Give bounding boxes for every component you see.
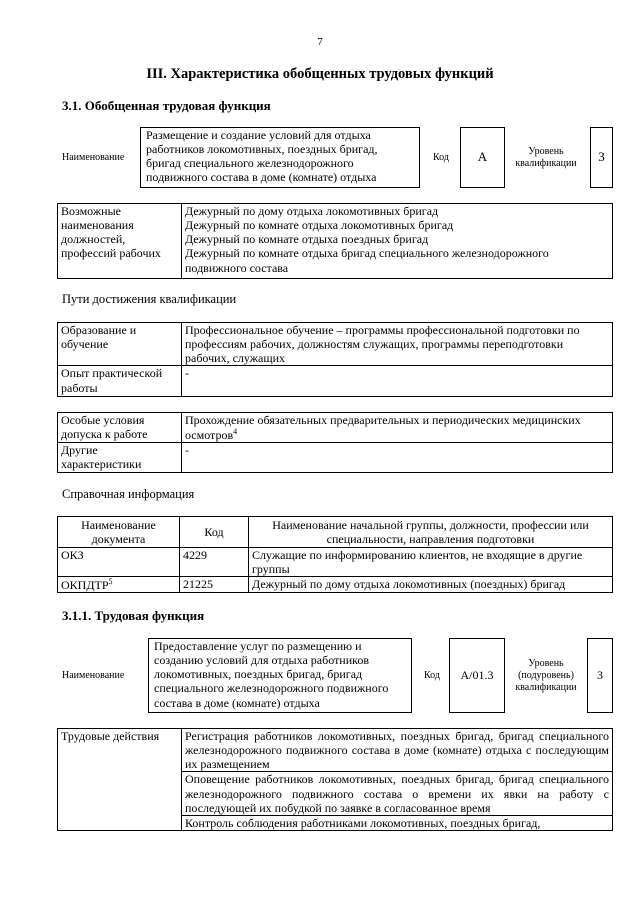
function-311-heading: 3.1.1. Трудовая функция bbox=[62, 608, 205, 623]
special-conditions-label: Особые условия допуска к работе bbox=[58, 413, 182, 443]
footnote-marker: 4 bbox=[233, 427, 238, 437]
reference-doc-cell bbox=[58, 577, 180, 593]
labor-action-item: Оповещение работников локомотивных, поездных бригад, бригад специального железнодорожного подвижного состава о времени их явки на работу с последующей их побудкой по заявке в согласованное время bbox=[182, 772, 612, 815]
reference-col-code: Код bbox=[180, 517, 249, 548]
labor-action-item: Контроль соблюдения работниками локомотивных, поездных бригад, bbox=[185, 815, 541, 830]
table-row bbox=[58, 577, 613, 593]
function-31-name-label: Наименование bbox=[62, 152, 125, 163]
function-31-level-label: Уровень квалификации bbox=[515, 146, 577, 169]
reference-table bbox=[57, 516, 613, 593]
positions-label: Возможные наименования должностей, профессий рабочих bbox=[58, 204, 182, 279]
experience-value: - bbox=[182, 366, 613, 397]
education-label: Образование и обучение bbox=[58, 323, 182, 366]
reference-name: Служащие по информированию клиентов, не входящие в другие группы bbox=[249, 548, 613, 577]
function-311-level-value: 3 bbox=[587, 638, 613, 713]
positions-table bbox=[57, 203, 613, 279]
function-31-heading: 3.1. Обобщенная трудовая функция bbox=[62, 98, 271, 113]
function-311-name-value: Предоставление услуг по размещению и созданию условий для отдыха работников локомотивных, поездных бригад, бригад специального железнодорожного подвижного состава в доме (комнате) отдыха bbox=[148, 638, 412, 713]
reference-doc: ОКЗ bbox=[58, 548, 180, 577]
function-31-code-label: Код bbox=[433, 152, 449, 163]
other-characteristics-value: - bbox=[182, 443, 613, 472]
labor-action-item: Регистрация работников локомотивных, поездных бригад, бригад специального железнодорожного подвижного состава в доме (комнате) отдыха с последующим их размещением bbox=[182, 729, 612, 772]
function-311-name-label: Наименование bbox=[62, 670, 125, 681]
position-item: Дежурный по дому отдыха локомотивных бригад bbox=[185, 204, 439, 218]
labor-actions-label: Трудовые действия bbox=[58, 729, 182, 831]
table-row bbox=[58, 548, 613, 577]
qualification-paths-heading: Пути достижения квалификации bbox=[62, 292, 237, 306]
qualification-paths-table bbox=[57, 322, 613, 397]
education-value: Профессиональное обучение – программы профессиональной подготовки по профессиям рабочих, должностям служащих, программы переподготовки рабочих, служащих bbox=[182, 323, 613, 366]
special-conditions-cell bbox=[182, 413, 613, 443]
position-item: Дежурный по комнате отдыха поездных бригад bbox=[185, 232, 429, 247]
reference-doc: ОКПДТР bbox=[61, 578, 109, 593]
function-31-name-value: Размещение и создание условий для отдыха работников локомотивных, поездных бригад, бригад специального железнодорожного подвижного состава в доме (комнате) отдыха bbox=[140, 127, 420, 188]
positions-list bbox=[182, 204, 613, 279]
function-31-code-value: А bbox=[460, 127, 505, 188]
reference-name: Дежурный по дому отдыха локомотивных (поездных) бригад bbox=[249, 577, 613, 593]
other-characteristics-label: Другие характеристики bbox=[58, 443, 182, 472]
reference-heading: Справочная информация bbox=[62, 487, 195, 501]
function-311-code-value: А/01.3 bbox=[449, 638, 505, 713]
experience-label: Опыт практической работы bbox=[58, 366, 182, 397]
function-311-level-label: Уровень (подуровень) квалификации bbox=[515, 658, 577, 693]
labor-actions-table bbox=[57, 728, 613, 831]
function-311-code-label: Код bbox=[424, 670, 440, 681]
position-item: Дежурный по комнате отдыха бригад специального железнодорожного подвижного состава bbox=[185, 246, 549, 275]
function-31-level-value: 3 bbox=[590, 127, 613, 188]
special-conditions-value: Прохождение обязательных предварительных и периодических медицинских осмотров bbox=[185, 413, 581, 443]
labor-actions-list bbox=[182, 729, 613, 831]
page-number: 7 bbox=[317, 36, 323, 48]
reference-code: 21225 bbox=[180, 577, 249, 593]
reference-code: 4229 bbox=[180, 548, 249, 577]
section-title: III. Характеристика обобщенных трудовых функций bbox=[146, 66, 494, 82]
position-item: Дежурный по комнате отдыха локомотивных бригад bbox=[185, 218, 454, 233]
footnote-marker: 5 bbox=[108, 577, 113, 587]
reference-col-document: Наименование документа bbox=[58, 517, 180, 548]
conditions-table bbox=[57, 412, 613, 473]
reference-col-name: Наименование начальной группы, должности, профессии или специальности, направления подготовки bbox=[249, 517, 613, 548]
